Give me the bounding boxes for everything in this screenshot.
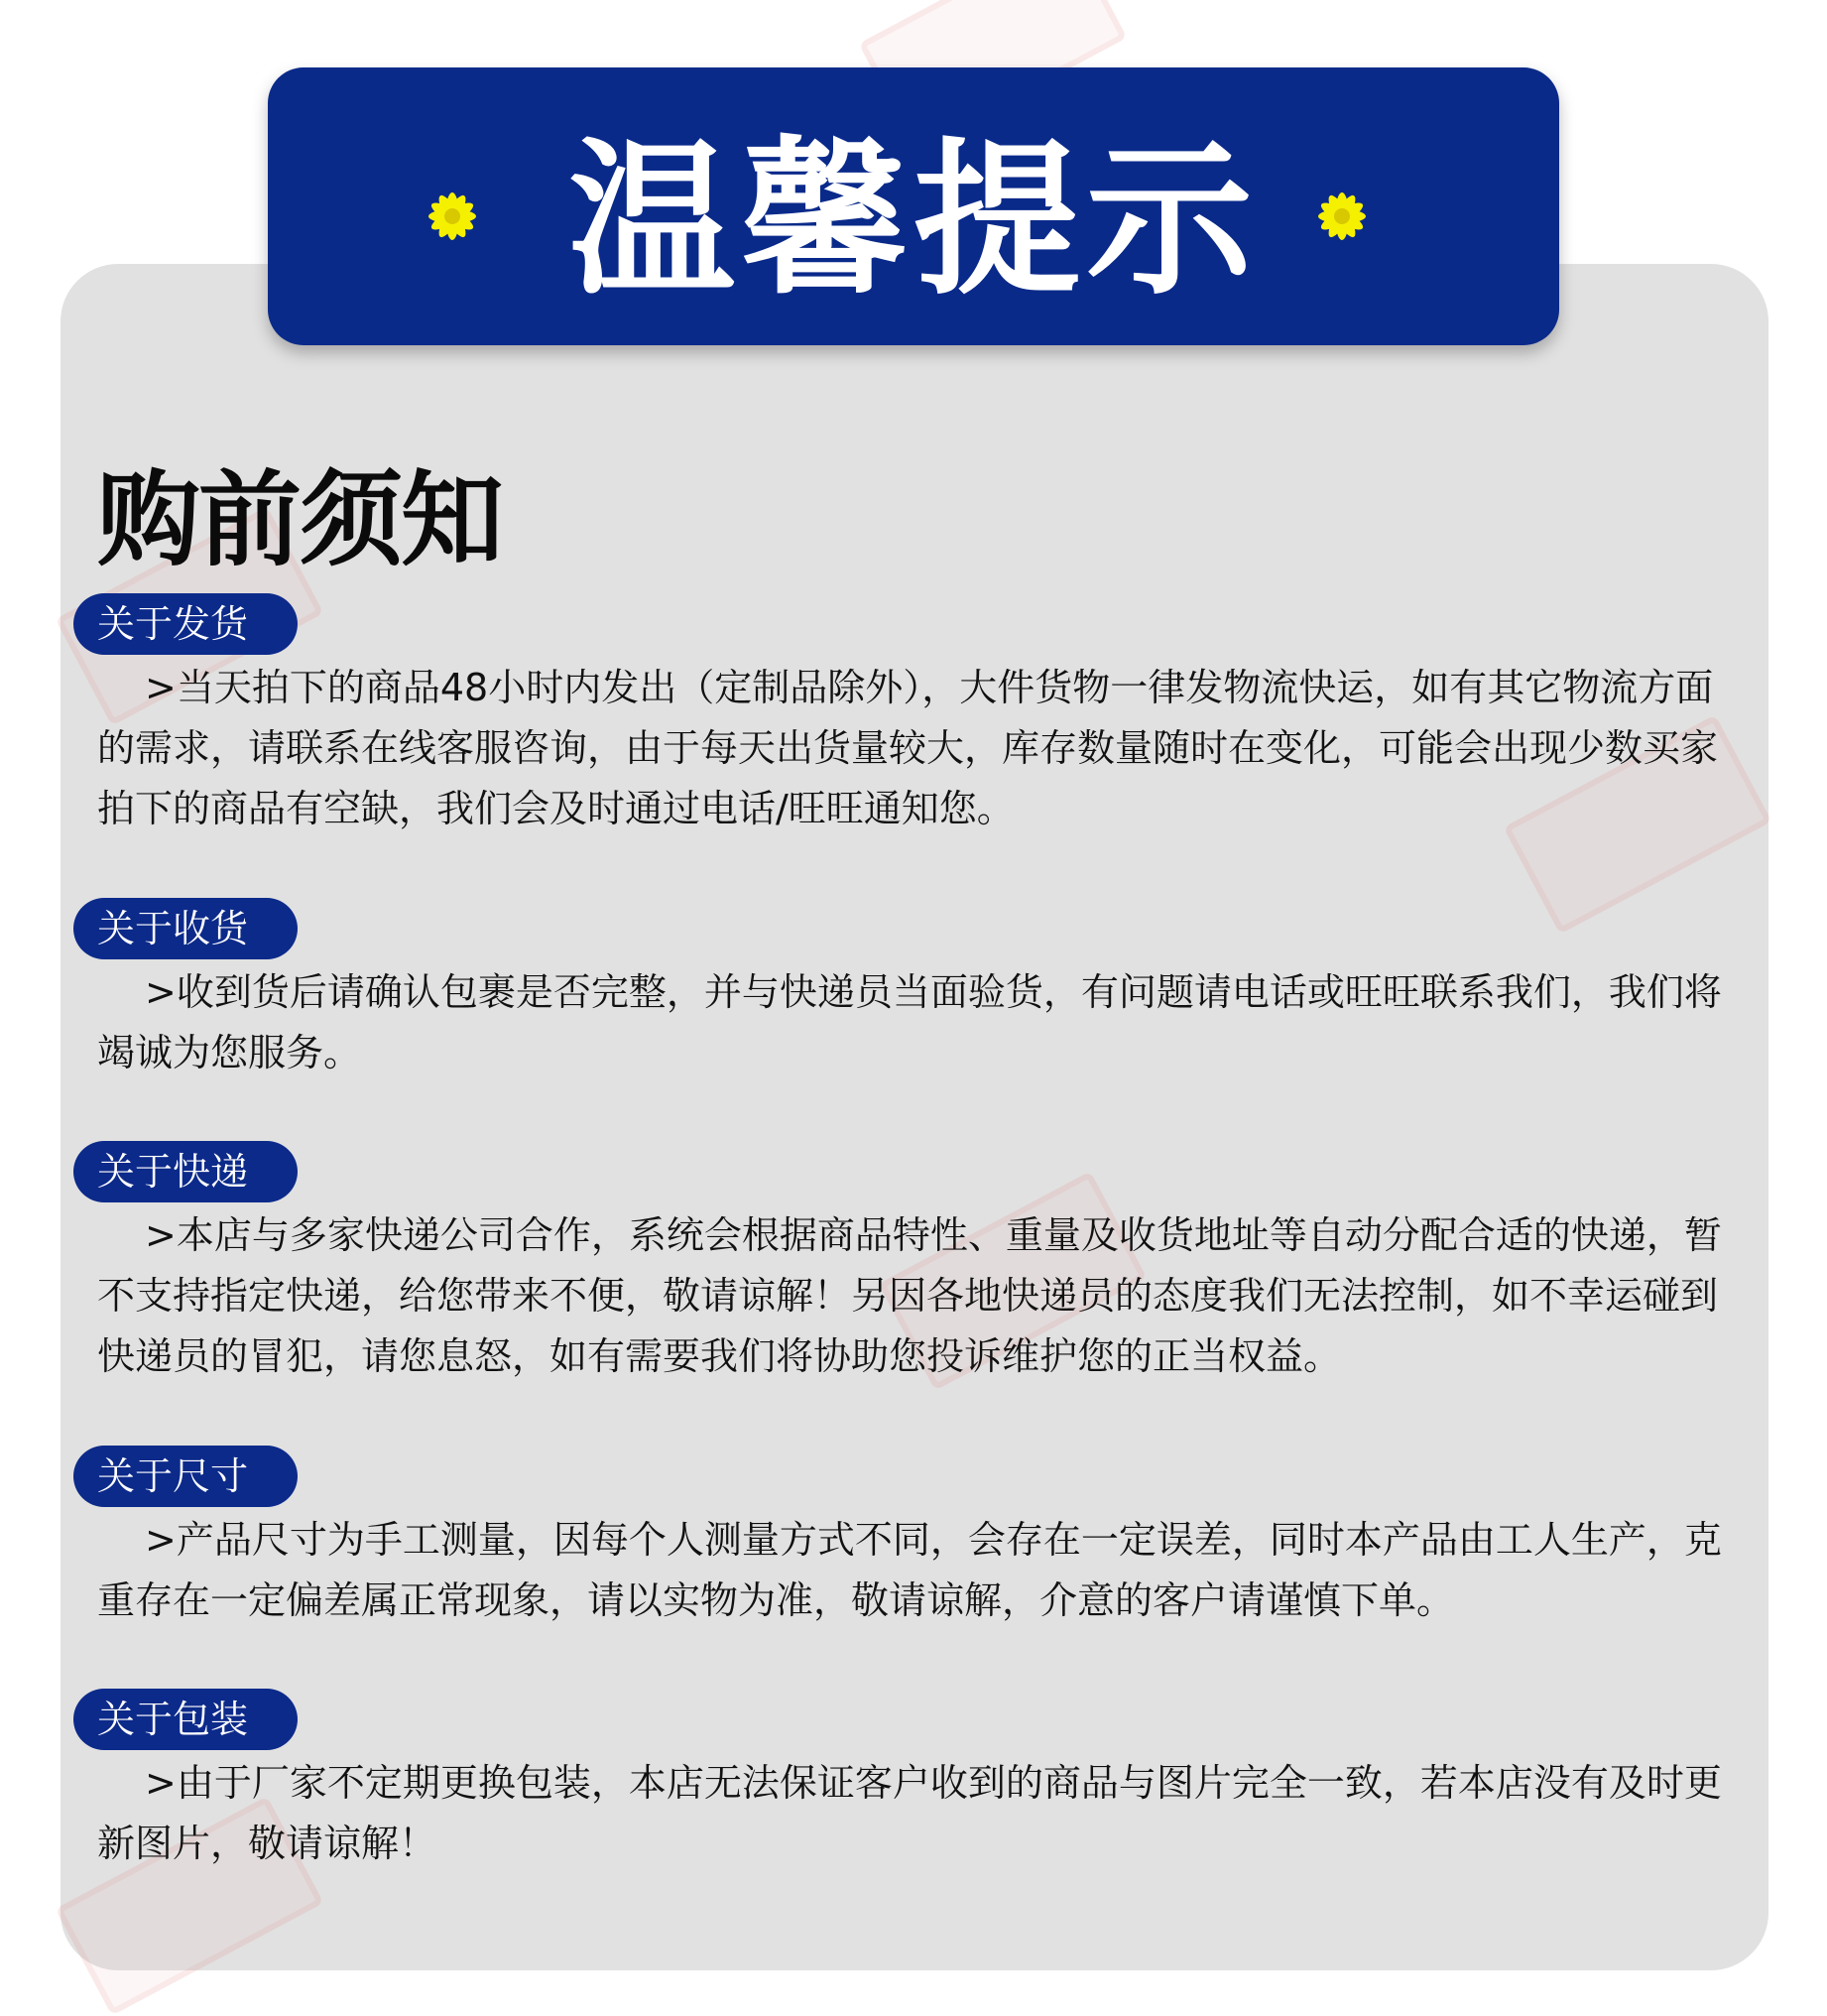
section-text-receiving: >收到货后请确认包裹是否完整，并与快递员当面验货，有问题请电话或旺旺联系我们，我们将竭诚为您服务。 [97, 970, 1722, 1074]
section-tag-receiving: 关于收货 [73, 898, 298, 959]
section-tag-courier: 关于快递 [73, 1141, 298, 1202]
section-text-courier: >本店与多家快递公司合作，系统会根据商品特性、重量及收货地址等自动分配合适的快递，暂不支持指定快递，给您带来不便，敬请谅解！另因各地快递员的态度我们无法控制，如不幸运碰到快递员的冒犯，请您息怒，如有需要我们将协助您投诉维护您的正当权益。 [97, 1213, 1722, 1378]
yellow-flower-icon [1314, 189, 1370, 244]
section-tag-size: 关于尺寸 [73, 1446, 298, 1507]
banner-title: 温馨提示 [568, 122, 1259, 317]
section-text-size: >产品尺寸为手工测量，因每个人测量方式不同，会存在一定误差，同时本产品由工人生产，克重存在一定偏差属正常现象，请以实物为准，敬请谅解，介意的客户请谨慎下单。 [97, 1518, 1722, 1622]
section-tag-shipping: 关于发货 [73, 593, 298, 655]
page-heading: 购前须知 [97, 459, 503, 580]
yellow-flower-icon [425, 189, 480, 244]
section-text-packaging: >由于厂家不定期更换包装，本店无法保证客户收到的商品与图片完全一致，若本店没有及时更新图片，敬请谅解！ [97, 1761, 1722, 1865]
section-tag-packaging: 关于包装 [73, 1689, 298, 1750]
section-text-shipping: >当天拍下的商品48小时内发出（定制品除外），大件货物一律发物流快运，如有其它物流方面的需求，请联系在线客服咨询，由于每天出货量较大，库存数量随时在变化，可能会出现少数买家拍下的商品有空缺，我们会及时通过电话/旺旺通知您。 [97, 666, 1719, 830]
